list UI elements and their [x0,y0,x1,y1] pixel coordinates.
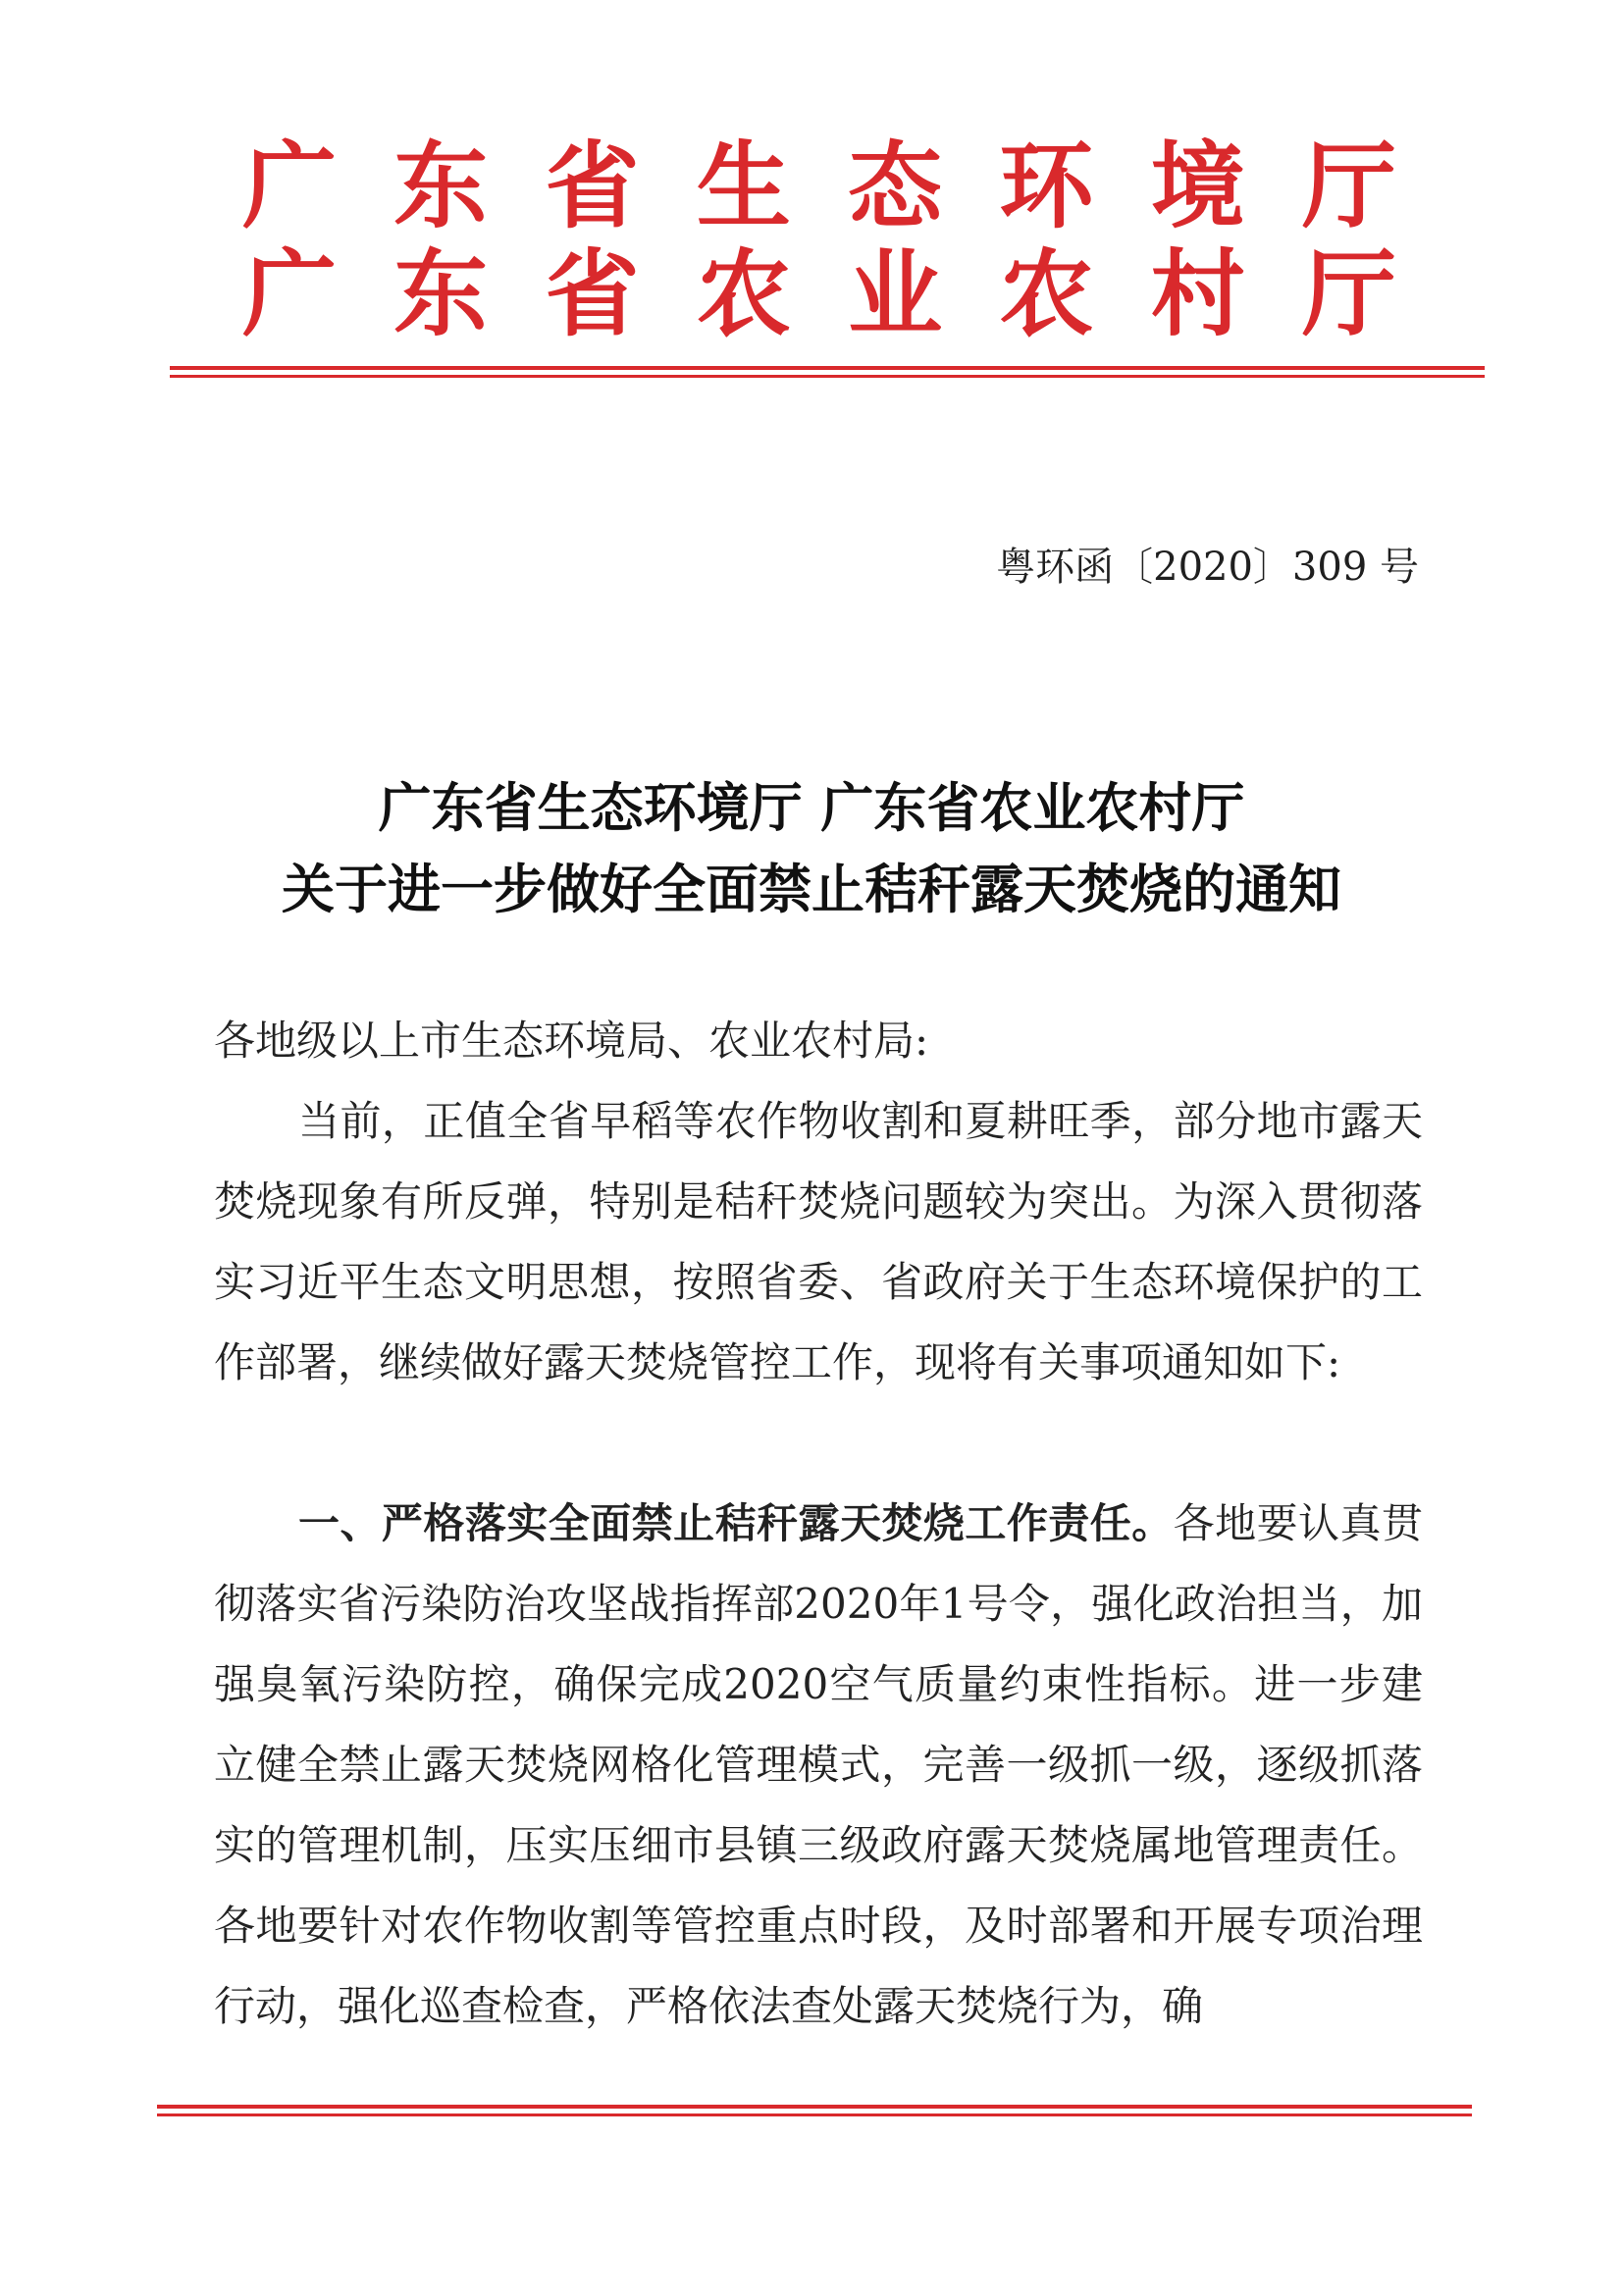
salutation: 各地级以上市生态环境局、农业农村局: [214,1017,929,1065]
issuing-org-1 [236,132,1403,240]
letterhead-char: 厅 [1301,238,1396,349]
issuing-org-2 [236,240,1403,348]
letterhead-char: 生 [696,130,791,241]
letterhead-char: 农 [696,238,791,349]
letterhead-char: 态 [848,130,943,241]
header-red-rule [170,366,1485,370]
header-red-rule-thin [170,375,1485,378]
document-title-line-1: 广东省生态环境厅 广东省农业农村厅 [378,776,1245,839]
paragraph-intro [214,1081,1423,1403]
paragraph-intro-text: 当前，正值全省早稻等农作物收割和夏耕旺季，部分地市露天焚烧现象有所反弹，特别是秸秆焚烧问题较为突出。为深入贯彻落实习近平生态文明思想，按照省委、省政府关于生态环境保护的工作部署，继续做好露天焚烧管控工作，现将有关事项通知如下: [214,1097,1423,1386]
paragraph-section-1 [214,1484,1423,2047]
document-number: 粤环函〔2020〕309 号 [996,545,1419,590]
document-title-line-2: 关于进一步做好全面禁止秸秆露天焚烧的通知 [282,858,1341,920]
letterhead-char: 东 [393,130,489,241]
letterhead-char: 东 [393,238,489,349]
footer-red-rule [157,2105,1472,2109]
letterhead-char: 厅 [1301,130,1396,241]
section-1-heading: 一、严格落实全面禁止秸秆露天焚烧工作责任。 [298,1499,1174,1547]
letterhead-char: 省 [545,238,640,349]
letterhead-char: 农 [999,238,1094,349]
letterhead-char: 境 [1150,130,1245,241]
letterhead-char: 业 [848,238,943,349]
letterhead-char: 环 [999,130,1094,241]
letterhead-char: 村 [1150,238,1245,349]
letterhead-char: 广 [242,238,337,349]
letterhead-char: 广 [242,130,337,241]
letterhead-char: 省 [545,130,640,241]
footer-red-rule-thin [157,2113,1472,2116]
section-1-text: 各地要认真贯彻落实省污染防治攻坚战指挥部2020年1号令，强化政治担当，加强臭氧污染防控，确保完成2020空气质量约束性指标。进一步建立健全禁止露天焚烧网格化管理模式，完善一级抓一级，逐级抓落实的管理机制，压实压细市县镇三级政府露天焚烧属地管理责任。各地要针对农作物收割等管控重点时段，及时部署和开展专项治理行动，强化巡查检查，严格依法查处露天焚烧行为，确 [214,1499,1423,2030]
